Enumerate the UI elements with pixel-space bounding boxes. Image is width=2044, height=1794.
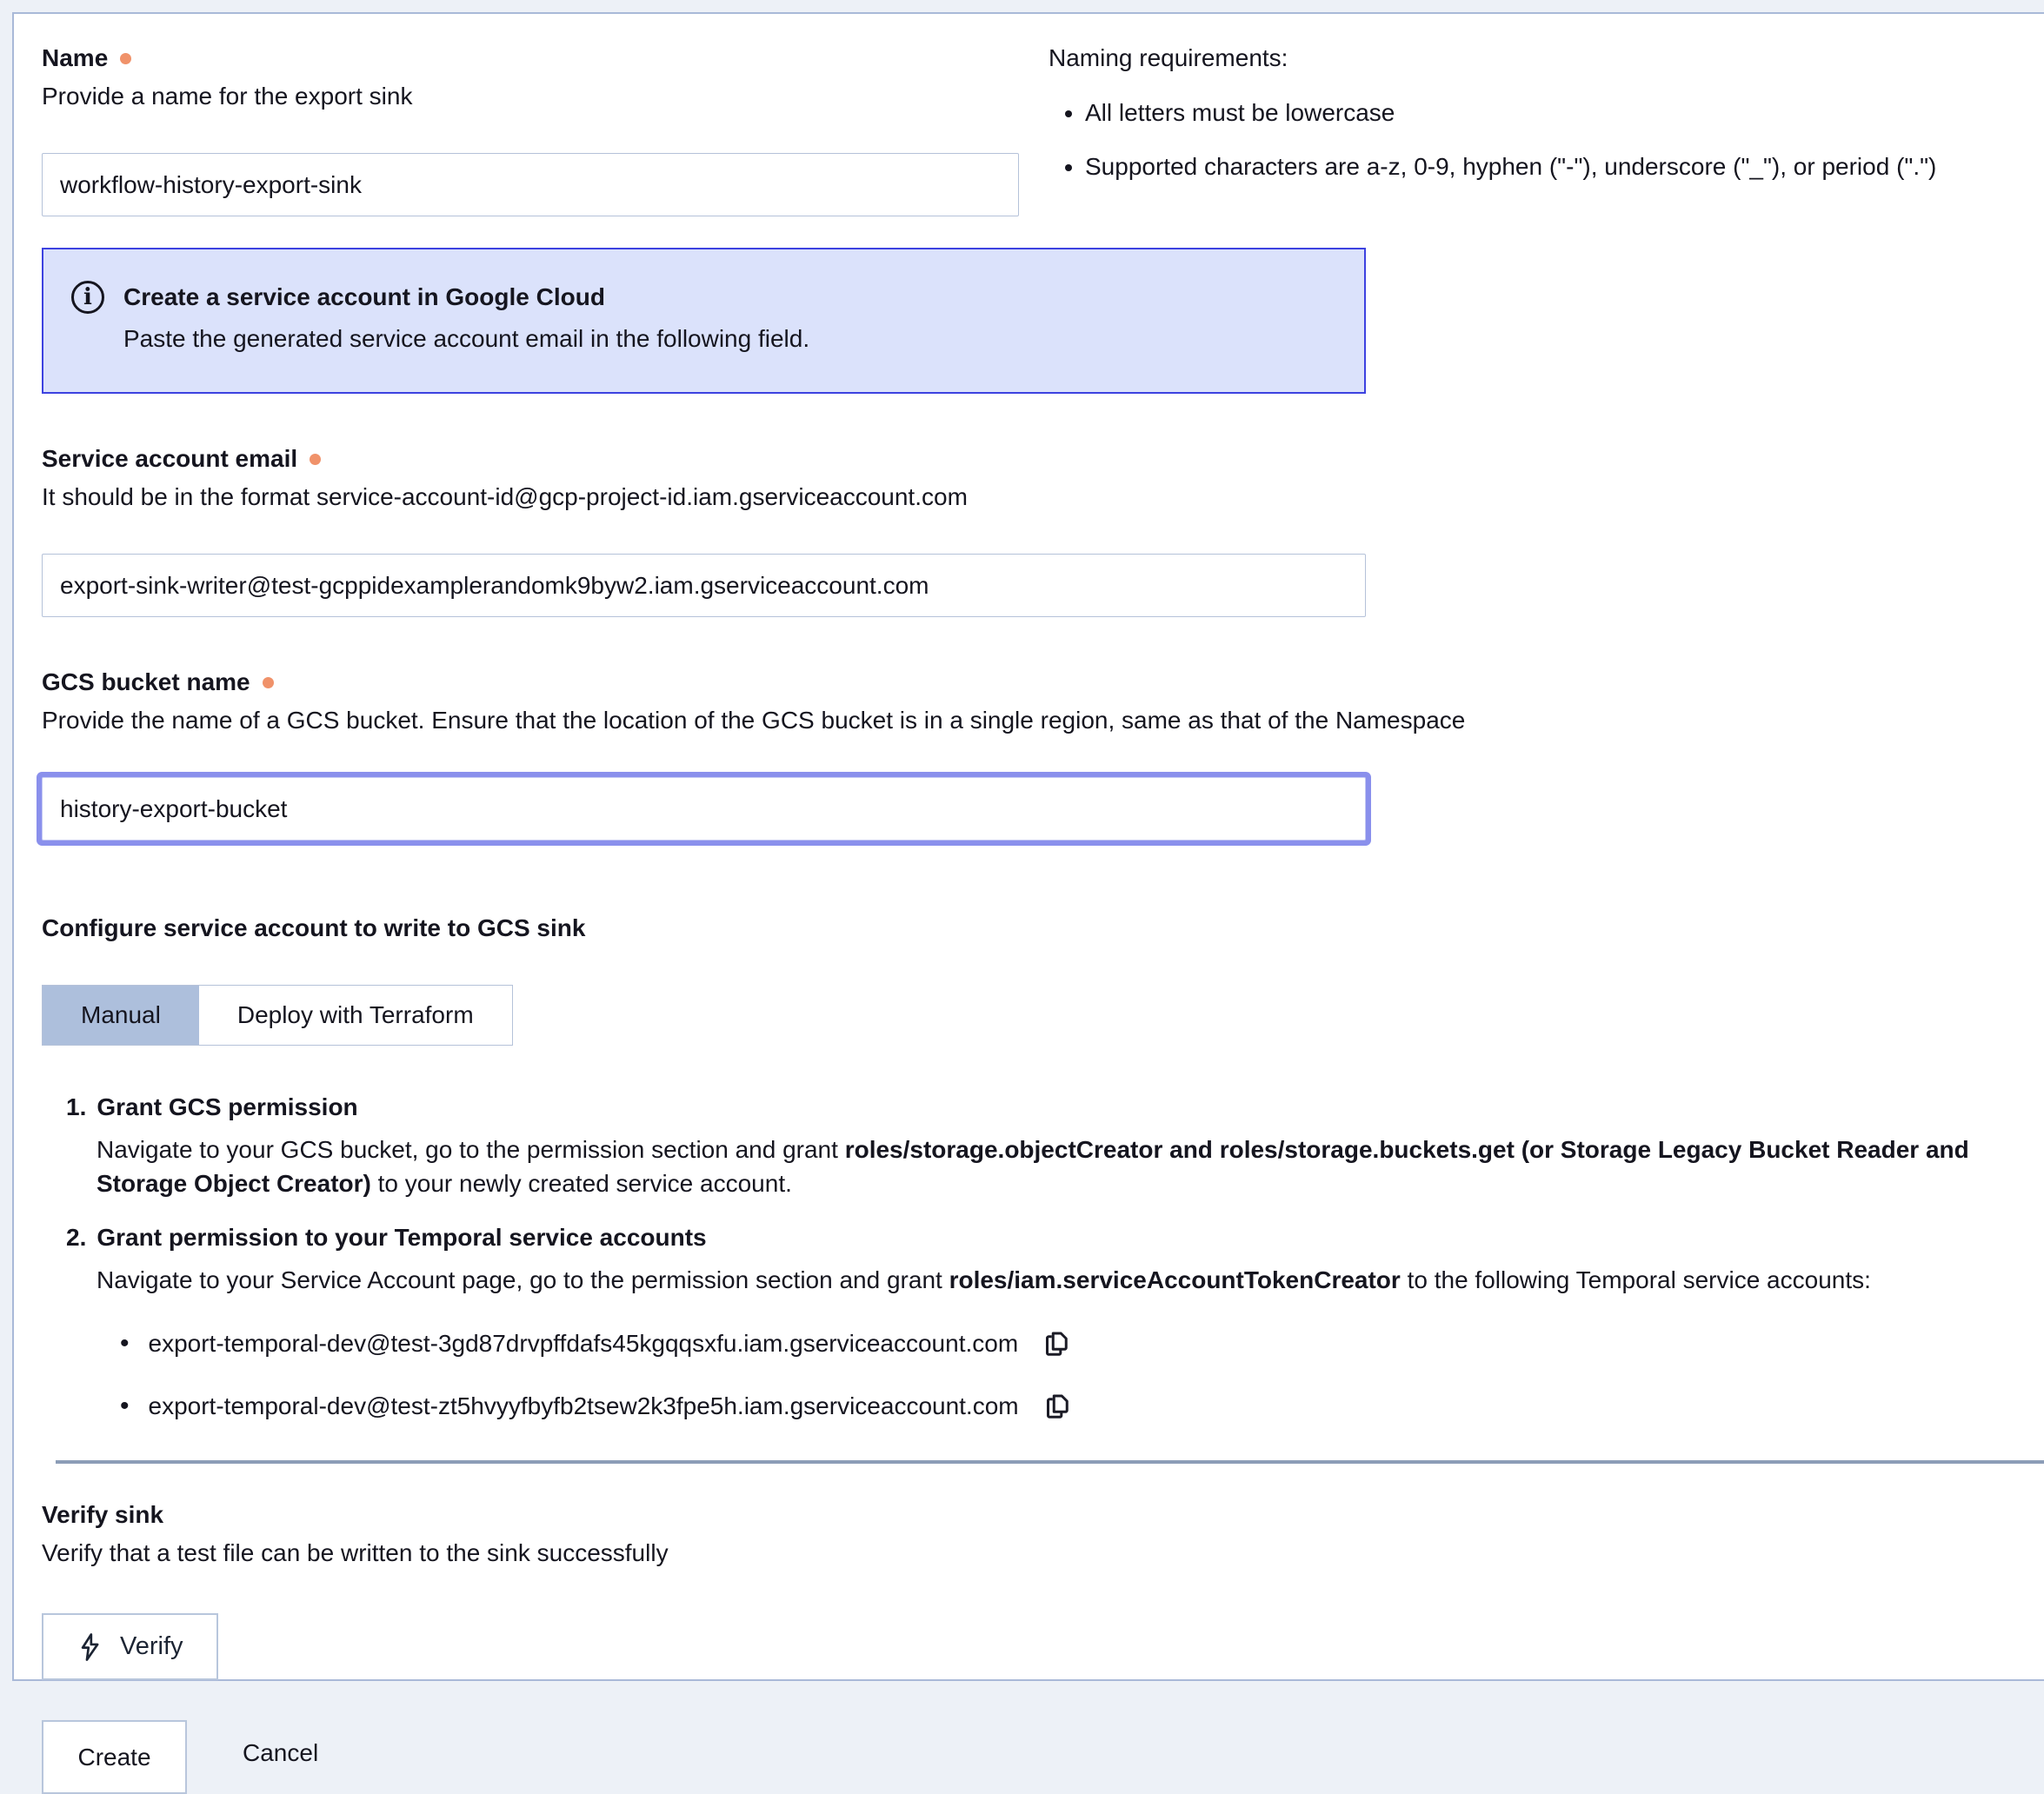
naming-requirements [1049, 40, 2014, 203]
copy-button[interactable] [1041, 1328, 1072, 1359]
section-divider [56, 1460, 2044, 1464]
name-description: Provide a name for the export sink [42, 83, 413, 110]
service-account-email-input[interactable] [42, 554, 1366, 617]
service-account-description: It should be in the format service-account-id@gcp-project-id.iam.gserviceaccount.com [42, 483, 968, 510]
tab-deploy-with-terraform[interactable]: Deploy with Terraform [199, 986, 512, 1045]
info-banner [42, 248, 1366, 394]
cancel-button[interactable]: Cancel [243, 1739, 319, 1766]
info-circle-icon: i [71, 281, 104, 314]
manual-steps [42, 1089, 2014, 1422]
copy-icon [1042, 1391, 1073, 1422]
step-body [97, 1133, 1996, 1200]
verify-sink-title: Verify sink [42, 1501, 164, 1528]
configure-tabs [42, 985, 513, 1046]
gcs-bucket-name-input[interactable] [42, 777, 1366, 841]
create-button[interactable]: Create [42, 1720, 187, 1794]
configure-section-title: Configure service account to write to GCS sink [42, 914, 586, 941]
lightning-bolt-icon [77, 1632, 103, 1662]
step-title [66, 1089, 2014, 1126]
naming-requirement-item: • Supported characters are a-z, 0-9, hyphen ("-"), underscore ("_"), or period (".") [1085, 150, 2014, 184]
naming-requirement-item: • All letters must be lowercase [1085, 96, 2014, 130]
required-dot-icon [120, 53, 131, 64]
bullet-icon: • [120, 1329, 130, 1358]
temporal-service-account-item [120, 1391, 2014, 1422]
temporal-service-account-email: export-temporal-dev@test-3gd87drvpffdafs45kgqqsxfu.iam.gserviceaccount.com [148, 1330, 1019, 1357]
step-text: to the following Temporal service accounts: [1400, 1266, 1871, 1293]
step-grant-gcs-permission [66, 1089, 2014, 1200]
naming-requirements-title: Naming requirements: [1049, 44, 1288, 71]
tab-manual[interactable]: Manual [43, 986, 199, 1045]
service-account-field-block [42, 441, 2014, 617]
temporal-service-account-email: export-temporal-dev@test-zt5hvyyfbyfb2tsew2k3fpe5h.iam.gserviceaccount.com [148, 1392, 1019, 1419]
step-text: Navigate to your Service Account page, go to the permission section and grant [97, 1266, 949, 1293]
info-banner-title: Create a service account in Google Cloud [123, 283, 605, 310]
required-dot-icon [263, 677, 274, 688]
step-number: 1. [66, 1093, 87, 1120]
service-account-label [42, 441, 2014, 477]
step-text-bold: roles/iam.serviceAccountTokenCreator [949, 1266, 1401, 1293]
name-row [42, 40, 2014, 216]
step-grant-temporal-permission [66, 1219, 2014, 1297]
copy-icon [1041, 1328, 1072, 1359]
info-banner-description: Paste the generated service account email in the following field. [123, 325, 810, 352]
verify-sink-description: Verify that a test file can be written to the sink successfully [42, 1539, 669, 1566]
temporal-service-account-item [120, 1328, 2014, 1359]
temporal-service-account-list [66, 1328, 2014, 1422]
bucket-label-text: GCS bucket name [42, 668, 250, 695]
step-body [97, 1263, 1996, 1297]
name-label-text: Name [42, 44, 109, 71]
copy-button[interactable] [1042, 1391, 1073, 1422]
export-sink-form [12, 12, 2044, 1771]
verify-button-label: Verify [120, 1632, 183, 1660]
service-account-label-text: Service account email [42, 445, 298, 472]
verify-button[interactable] [42, 1613, 218, 1680]
info-banner-text [123, 279, 809, 357]
bullet-icon: • [120, 1392, 130, 1420]
step-title-text: Grant GCS permission [97, 1093, 358, 1120]
naming-requirements-list [1049, 96, 2014, 184]
step-text-bold: roles/storage.objectCreator and roles/storage.buckets.get (or Storage Legacy Bucket Reader and Storage Object Creator) [97, 1136, 1969, 1197]
step-text: to your newly created service account. [370, 1170, 792, 1197]
bucket-label [42, 664, 2014, 701]
step-title-text: Grant permission to your Temporal service accounts [97, 1224, 707, 1251]
form-actions [42, 1720, 2014, 1794]
step-title [66, 1219, 2014, 1256]
name-label [42, 40, 1019, 76]
step-number: 2. [66, 1224, 87, 1251]
bucket-field-block [42, 664, 2014, 841]
required-dot-icon [310, 454, 321, 465]
name-field-block [42, 40, 1019, 216]
step-text: Navigate to your GCS bucket, go to the permission section and grant [97, 1136, 845, 1163]
name-input[interactable] [42, 153, 1019, 216]
bucket-description: Provide the name of a GCS bucket. Ensure that the location of the GCS bucket is in a single region, same as that of the Namespace [42, 707, 1466, 734]
